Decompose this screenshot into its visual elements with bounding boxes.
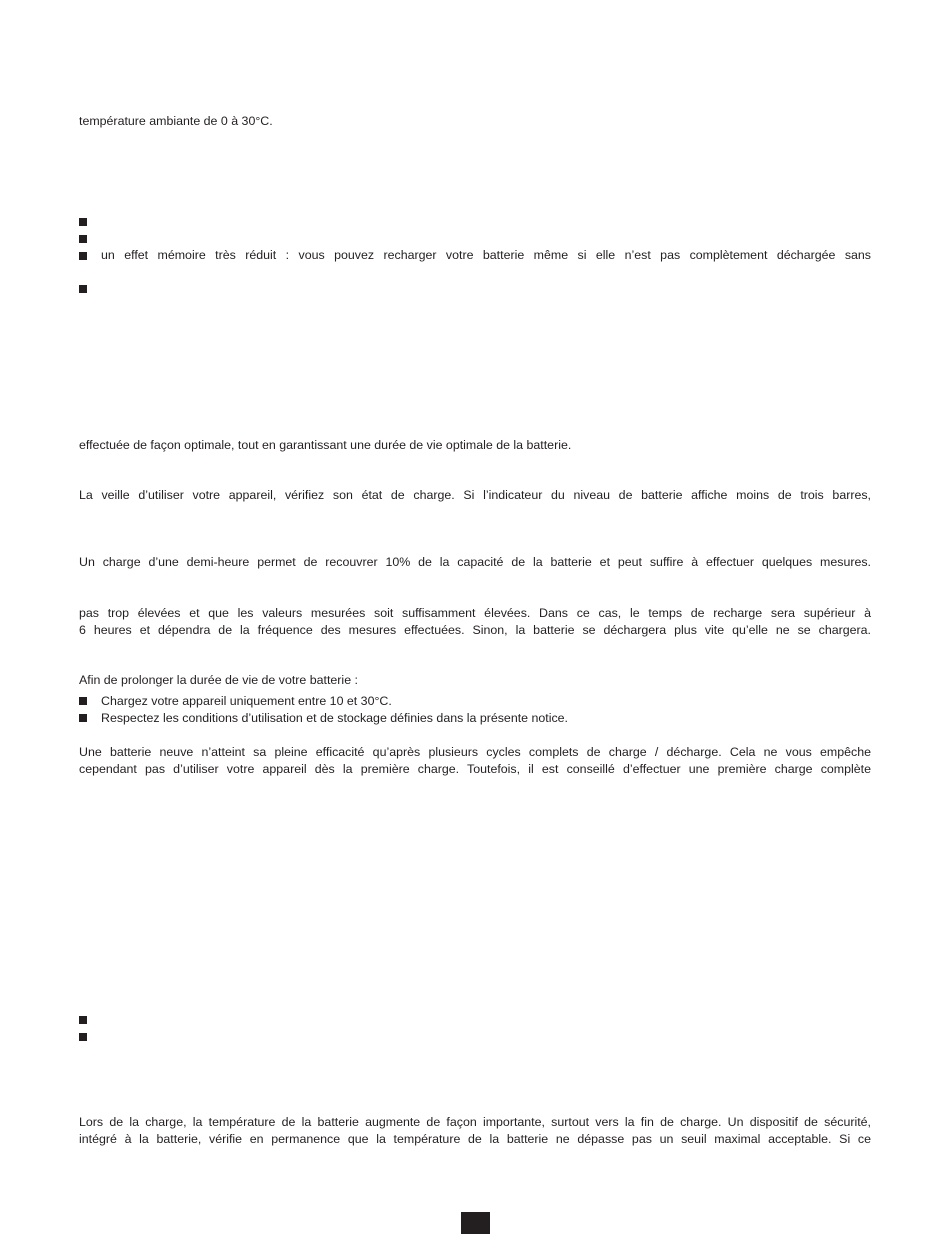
bullet-icon xyxy=(79,235,87,243)
bullet-icon xyxy=(79,285,87,293)
text-line: Un charge d’une demi-heure permet de recouvrer 10% de la capacité de la batterie et peut suffire à effectuer quelques mesures. xyxy=(79,555,871,569)
text-line: cependant pas d’utiliser votre appareil dès la première charge. Toutefois, il est conseillé d’effectuer une première charge complète xyxy=(79,762,871,776)
bullet-icon xyxy=(79,1033,87,1041)
text-line: pas trop élevées et que les valeurs mesurées soit suffisamment élevées. Dans ce cas, le temps de recharge sera supérieur à xyxy=(79,606,871,620)
text-line: effectuée de façon optimale, tout en garantissant une durée de vie optimale de la batterie. xyxy=(79,438,572,452)
bullet-icon xyxy=(79,252,87,260)
text-line: Afin de prolonger la durée de vie de votre batterie : xyxy=(79,673,358,687)
text-line: température ambiante de 0 à 30°C. xyxy=(79,114,273,128)
text-line: La veille d’utiliser votre appareil, vérifiez son état de charge. Si l’indicateur du niveau de batterie affiche moins de trois barres, xyxy=(79,488,871,502)
text-line: Lors de la charge, la température de la batterie augmente de façon importante, surtout vers la fin de charge. Un dispositif de sécurité, xyxy=(79,1115,871,1129)
text-line: intégré à la batterie, vérifie en permanence que la température de la batterie ne dépasse pas un seuil maximal acceptable. Si ce xyxy=(79,1132,871,1146)
bullet-text: Chargez votre appareil uniquement entre 10 et 30°C. xyxy=(101,694,392,708)
text-line: Une batterie neuve n’atteint sa pleine efficacité qu’après plusieurs cycles complets de charge / décharge. Cela ne vous empêche xyxy=(79,745,871,759)
bullet-icon xyxy=(79,697,87,705)
text-line: 6 heures et dépendra de la fréquence des mesures effectuées. Sinon, la batterie se déchargera plus vite qu’elle ne se chargera. xyxy=(79,623,871,637)
page-number-box xyxy=(461,1212,490,1234)
bullet-icon xyxy=(79,1016,87,1024)
bullet-icon xyxy=(79,218,87,226)
bullet-text: un effet mémoire très réduit : vous pouvez recharger votre batterie même si elle n’est pas complètement déchargée sans xyxy=(101,248,871,262)
bullet-icon xyxy=(79,714,87,722)
bullet-text: Respectez les conditions d’utilisation et de stockage définies dans la présente notice. xyxy=(101,711,568,725)
